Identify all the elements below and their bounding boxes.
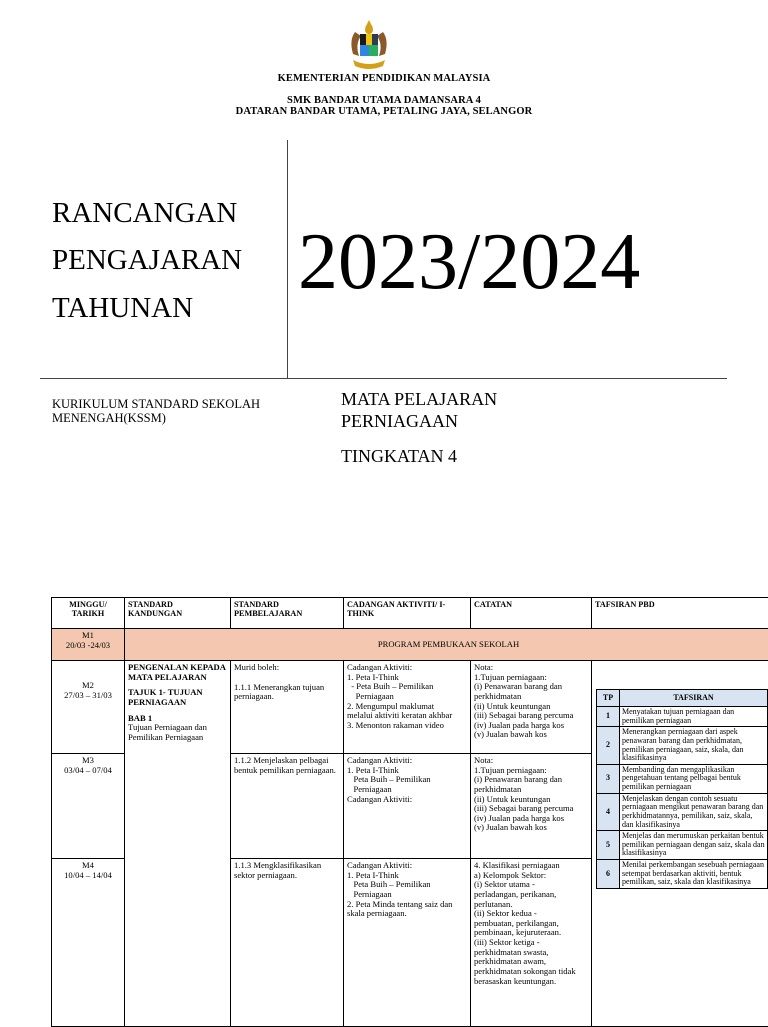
tp-row bbox=[597, 707, 768, 727]
col-header-tafsiran: TAFSIRAN PBD bbox=[592, 598, 768, 629]
notes-line: perkhidmatan awam, bbox=[474, 957, 588, 967]
activity-cell bbox=[344, 754, 471, 859]
school-name: SMK BANDAR UTAMA DAMANSARA 4 bbox=[0, 95, 768, 106]
notes-line: (i) Penawaran barang dan perkhidmatan bbox=[474, 682, 588, 701]
notes-line: perladangan, perikanan, bbox=[474, 890, 588, 900]
sp-cell bbox=[231, 859, 344, 1027]
sk-chapter-title: Tujuan Perniagaan dan Pemilikan Perniagaan bbox=[128, 723, 227, 742]
sp-cell bbox=[231, 661, 344, 754]
week-label: M3 bbox=[55, 756, 121, 766]
notes-line: (i) Penawaran barang dan perkhidmatan bbox=[474, 775, 588, 794]
subject-block bbox=[341, 389, 497, 432]
notes-cell bbox=[471, 754, 592, 859]
activity-cell bbox=[344, 859, 471, 1027]
col-header-catatan: CATATAN bbox=[471, 598, 592, 629]
tp-description: Membanding dan mengaplikasikan pengetahuan tentang pelbagai bentuk pemilikan perniagaan bbox=[620, 764, 768, 793]
notes-line: (iii) Sektor ketiga - bbox=[474, 938, 588, 948]
notes-line: 1.Tujuan perniagaan: bbox=[474, 766, 588, 776]
activity-line: melalui aktiviti keratan akhbar bbox=[347, 711, 467, 721]
notes-line: pembinaan, kejuruteraan. bbox=[474, 928, 588, 938]
notes-line: a) Kelompok Sektor: bbox=[474, 871, 588, 881]
tp-description: Menjelas dan merumuskan perkaitan bentuk pemilikan perniagaan dengan saiz, skala dan klasifikasinya bbox=[620, 831, 768, 860]
table-row bbox=[52, 629, 768, 661]
sk-intro: PENGENALAN KEPADA MATA PELAJARAN bbox=[128, 663, 227, 682]
notes-line: (ii) Sektor kedua - bbox=[474, 909, 588, 919]
tp-level: 3 bbox=[597, 764, 620, 793]
notes-line: (v) Jualan bawah kos bbox=[474, 730, 588, 740]
activity-line: 2. Mengumpul maklumat bbox=[347, 702, 467, 712]
vertical-divider bbox=[287, 140, 288, 378]
notes-line: perkhidmatan swasta, bbox=[474, 948, 588, 958]
activity-line: Peta Buih – Pemilikan bbox=[347, 880, 467, 890]
activity-line: Cadangan Aktiviti: bbox=[347, 756, 467, 766]
activity-line: Perniagaan bbox=[347, 785, 467, 795]
week-date: 20/03 -24/03 bbox=[55, 641, 121, 651]
sp-text: 1.1.3 Mengklasifikasikan sektor perniagaan. bbox=[234, 861, 340, 880]
sp-text: 1.1.2 Menjelaskan pelbagai bentuk pemilikan perniagaan. bbox=[234, 756, 340, 775]
week-label: M2 bbox=[55, 681, 121, 691]
week-date: 27/03 – 31/03 bbox=[55, 691, 121, 701]
activity-line: Cadangan Aktiviti: bbox=[347, 795, 467, 805]
school-address: DATARAN BANDAR UTAMA, PETALING JAYA, SELANGOR bbox=[0, 106, 768, 117]
tafsiran-pbd-cell bbox=[592, 661, 768, 1027]
notes-line: pembuatan, perkilangan, bbox=[474, 919, 588, 929]
notes-cell bbox=[471, 859, 592, 1027]
activity-line: 1. Peta I-Think bbox=[347, 766, 467, 776]
tp-description: Menjelaskan dengan contoh sesuatu perniagaan mengikut penawaran barang dan perkhidmatannya, pemilikan, saiz, skala, dan klasifikasinya bbox=[620, 793, 768, 831]
sp-cell bbox=[231, 754, 344, 859]
table-header-row bbox=[52, 598, 768, 629]
notes-line: (v) Jualan bawah kos bbox=[474, 823, 588, 833]
tp-level: 2 bbox=[597, 727, 620, 765]
notes-line: Nota: bbox=[474, 663, 588, 673]
week-date: 10/04 – 14/04 bbox=[55, 871, 121, 881]
program-cell: PROGRAM PEMBUKAAN SEKOLAH bbox=[125, 629, 768, 661]
title-line-1: RANCANGAN bbox=[52, 199, 237, 228]
tp-description: Menilai perkembangan sesebuah perniagaan setempat berdasarkan aktiviti, bentuk pemilikan, saiz, skala dan klasifikasinya bbox=[620, 860, 768, 889]
week-cell bbox=[52, 661, 125, 754]
week-date: 03/04 – 07/04 bbox=[55, 766, 121, 776]
week-label: M4 bbox=[55, 861, 121, 871]
activity-line: 2. Peta Minda tentang saiz dan bbox=[347, 900, 467, 910]
notes-line: (iv) Jualan pada harga kos bbox=[474, 721, 588, 731]
sk-topic: TAJUK 1- TUJUAN PERNIAGAAN bbox=[128, 688, 227, 707]
horizontal-divider bbox=[40, 378, 727, 379]
activity-line: skala perniagaan. bbox=[347, 909, 467, 919]
sp-text: 1.1.1 Menerangkan tujuan perniagaan. bbox=[234, 683, 340, 702]
subject-line-1: MATA PELAJARAN bbox=[341, 389, 497, 411]
ministry-name: KEMENTERIAN PENDIDIKAN MALAYSIA bbox=[0, 73, 768, 84]
tp-level: 4 bbox=[597, 793, 620, 831]
tp-description: Menyatakan tujuan perniagaan dan pemilikan perniagaan bbox=[620, 707, 768, 727]
tp-row bbox=[597, 764, 768, 793]
activity-line: 3. Menonton rakaman video bbox=[347, 721, 467, 731]
notes-line: (i) Sektor utama - bbox=[474, 880, 588, 890]
title-line-3: TAHUNAN bbox=[52, 294, 193, 323]
col-header-minggu: MINGGU/ TARIKH bbox=[52, 598, 125, 629]
tp-row bbox=[597, 727, 768, 765]
notes-line: perlutanan. bbox=[474, 900, 588, 910]
coat-of-arms-icon bbox=[345, 18, 393, 72]
title-line-2: PENGAJARAN bbox=[52, 246, 242, 275]
activity-line: Peta Buih – Pemilikan bbox=[347, 775, 467, 785]
activity-line: Cadangan Aktiviti: bbox=[347, 861, 467, 871]
col-header-sp: STANDARD PEMBELAJARAN bbox=[231, 598, 344, 629]
activity-line: Cadangan Aktiviti: bbox=[347, 663, 467, 673]
week-cell bbox=[52, 754, 125, 859]
lesson-plan-table bbox=[51, 597, 768, 1027]
activity-cell bbox=[344, 661, 471, 754]
tp-description: Menerangkan perniagaan dari aspek penawaran barang dan perkhidmatan, pemilikan perniagaan, saiz, skala, dan klasifikasinya bbox=[620, 727, 768, 765]
week-cell bbox=[52, 629, 125, 661]
tp-level: 6 bbox=[597, 860, 620, 889]
activity-line: 1. Peta I-Think bbox=[347, 871, 467, 881]
col-header-cadangan: CADANGAN AKTIVITI/ I-THINK bbox=[344, 598, 471, 629]
notes-line: (iii) Sebagai barang percuma bbox=[474, 711, 588, 721]
notes-line: berasaskan keuntungan. bbox=[474, 977, 588, 987]
tp-header: TP bbox=[597, 690, 620, 707]
subject-line-2: PERNIAGAAN bbox=[341, 411, 497, 433]
academic-year: 2023/2024 bbox=[298, 222, 640, 302]
activity-line: - Peta Buih – Pemilikan bbox=[347, 682, 467, 692]
tp-level: 1 bbox=[597, 707, 620, 727]
notes-line: 4. Klasifikasi perniagaan bbox=[474, 861, 588, 871]
notes-line: perkhidmatan sokongan tidak bbox=[474, 967, 588, 977]
tp-table bbox=[596, 689, 768, 889]
tp-row bbox=[597, 793, 768, 831]
week-cell bbox=[52, 859, 125, 1027]
notes-line: Nota: bbox=[474, 756, 588, 766]
form-level: TINGKATAN 4 bbox=[341, 446, 457, 467]
notes-line: 1.Tujuan perniagaan: bbox=[474, 673, 588, 683]
col-header-sk: STANDARD KANDUNGAN bbox=[125, 598, 231, 629]
tafsiran-header: TAFSIRAN bbox=[620, 690, 768, 707]
tp-row bbox=[597, 860, 768, 889]
activity-line: Perniagaan bbox=[347, 890, 467, 900]
notes-cell bbox=[471, 661, 592, 754]
tp-level: 5 bbox=[597, 831, 620, 860]
week-label: M1 bbox=[55, 631, 121, 641]
standard-kandungan-cell bbox=[125, 661, 231, 1027]
tp-row bbox=[597, 831, 768, 860]
sp-intro: Murid boleh: bbox=[234, 663, 340, 673]
activity-line: 1. Peta I-Think bbox=[347, 673, 467, 683]
activity-line: Perniagaan bbox=[347, 692, 467, 702]
notes-line: (iv) Jualan pada harga kos bbox=[474, 814, 588, 824]
table-row bbox=[52, 661, 768, 754]
notes-line: (ii) Untuk keuntungan bbox=[474, 702, 588, 712]
curriculum-label: KURIKULUM STANDARD SEKOLAH MENENGAH(KSSM) bbox=[52, 397, 302, 426]
sk-chapter: BAB 1 bbox=[128, 714, 227, 724]
notes-line: (ii) Untuk keuntungan bbox=[474, 795, 588, 805]
notes-line: (iii) Sebagai barang percuma bbox=[474, 804, 588, 814]
